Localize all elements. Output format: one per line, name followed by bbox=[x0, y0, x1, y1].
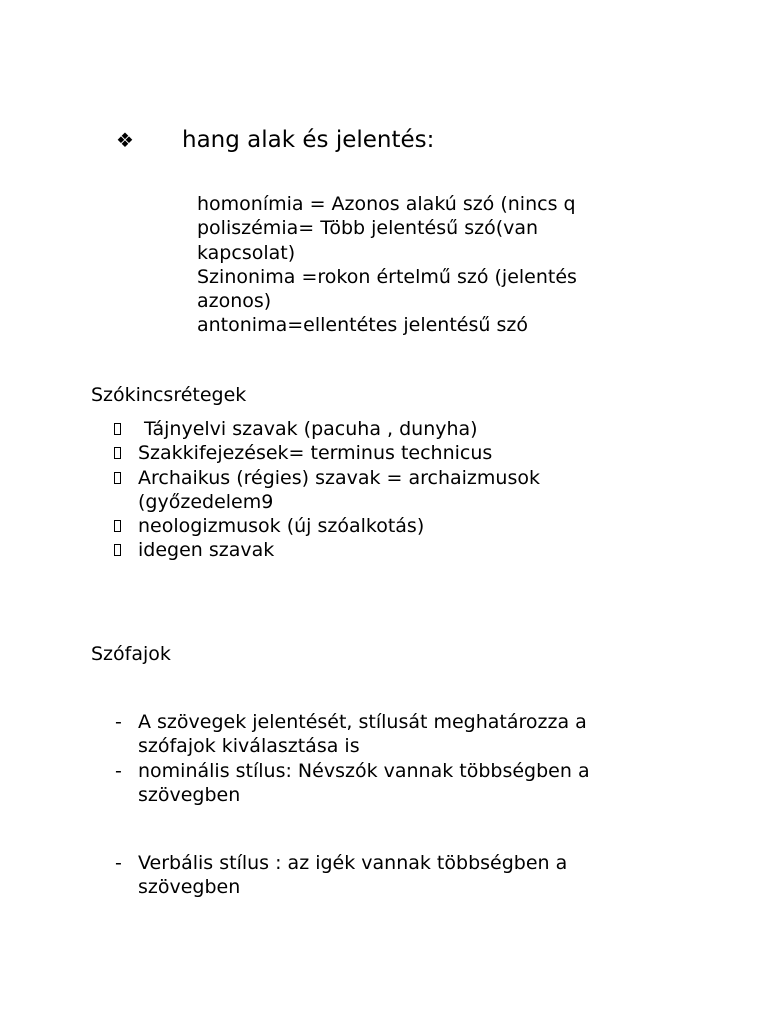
missing-glyph-bullet-icon bbox=[114, 447, 121, 459]
list-item: poliszémia= Több jelentésű szó(van kapcsolat) bbox=[197, 216, 627, 265]
missing-glyph-bullet-icon bbox=[114, 520, 121, 532]
meaning-list bbox=[197, 192, 637, 338]
wordclass-list-2 bbox=[115, 851, 658, 900]
dash-bullet: - bbox=[115, 759, 122, 782]
list-item: antonima=ellentétes jelentésű szó bbox=[197, 313, 637, 337]
dash-bullet: - bbox=[115, 852, 122, 874]
heading-text: hang alak és jelentés: bbox=[182, 127, 435, 153]
list-item: neologizmusok (új szóalkotás) bbox=[138, 514, 618, 538]
list-item: Szakkifejezések= terminus technicus bbox=[138, 441, 618, 465]
section-title-vocab: Szókincsrétegek bbox=[91, 384, 247, 406]
list-item: Szinonima =rokon értelmű szó (jelentés azonos) bbox=[197, 265, 627, 314]
list-item: homonímia = Azonos alakú szó (nincs q bbox=[197, 192, 637, 216]
heading-hang-alak bbox=[116, 124, 434, 156]
list-item: - Verbális stílus : az igék vannak többségben a szövegben bbox=[115, 852, 568, 899]
missing-glyph-bullet-icon bbox=[114, 423, 121, 435]
missing-glyph-bullet-icon bbox=[114, 472, 121, 484]
list-item: idegen szavak bbox=[138, 538, 618, 562]
list-item: - nominális stílus: Névszók vannak többségben a szövegben bbox=[115, 759, 590, 806]
section-title-wordclass: Szófajok bbox=[91, 643, 171, 665]
list-item: Archaikus (régies) szavak = archaizmusok (győzedelem9 bbox=[138, 466, 588, 515]
wordclass-list bbox=[115, 710, 658, 807]
list-item: - A szövegek jelentését, stílusát meghatározza a szófajok kiválasztása is bbox=[115, 711, 587, 758]
vocab-list bbox=[138, 417, 618, 563]
missing-glyph-bullet-icon bbox=[114, 544, 121, 556]
dash-bullet: - bbox=[115, 711, 122, 733]
diamond-bullet-icon: ❖ bbox=[116, 128, 134, 152]
list-item: Tájnyelvi szavak (pacuha , dunyha) bbox=[138, 417, 618, 441]
